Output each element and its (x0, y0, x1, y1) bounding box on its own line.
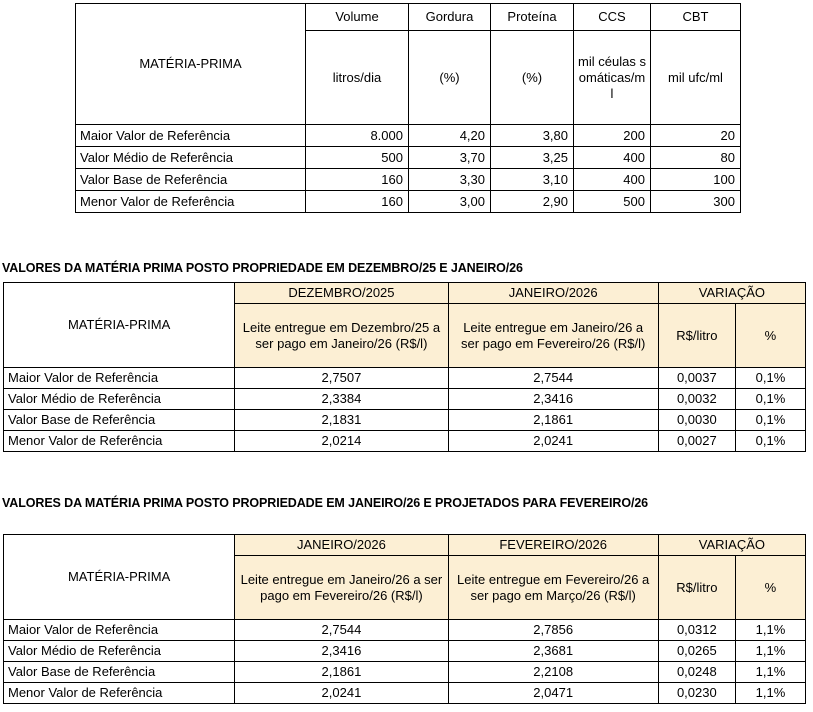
month1-value: 2,0214 (235, 431, 448, 452)
janeiro-fevereiro-table (3, 534, 806, 704)
month1-description: Leite entregue em Dezembro/25 a ser pago em Janeiro/26 (R$/l) (235, 304, 448, 368)
quality-cell-ccs: 400 (574, 169, 651, 191)
month2-value: 2,7544 (448, 368, 658, 389)
variation-abs-value: 0,0265 (658, 641, 735, 662)
quality-cell-volume: 8.000 (306, 125, 409, 147)
quality-cell-proteina: 2,90 (491, 191, 574, 213)
variation-title: VARIAÇÃO (658, 535, 805, 556)
quality-cell-ccs: 200 (574, 125, 651, 147)
variation-abs-value: 0,0032 (658, 389, 735, 410)
table-row (4, 620, 806, 641)
month2-value: 2,1861 (448, 410, 658, 431)
variation-pct-value: 1,1% (735, 620, 805, 641)
month1-title: JANEIRO/2026 (235, 535, 448, 556)
month2-value: 2,3416 (448, 389, 658, 410)
month-row-label: Menor Valor de Referência (4, 683, 235, 704)
quality-cell-proteina: 3,10 (491, 169, 574, 191)
quality-col-unit-ccs-text: mil céulas somáticas/ml (578, 53, 646, 101)
variation-title: VARIAÇÃO (658, 283, 805, 304)
month2-value: 2,0471 (448, 683, 658, 704)
quality-cell-gordura: 3,00 (409, 191, 491, 213)
quality-cell-gordura: 3,30 (409, 169, 491, 191)
quality-col-unit-gordura: (%) (409, 31, 491, 125)
quality-col-unit-proteina: (%) (491, 31, 574, 125)
table-row (76, 191, 741, 213)
month-row-label: Valor Médio de Referência (4, 641, 235, 662)
quality-name-header: MATÉRIA-PRIMA (76, 4, 306, 125)
quality-cell-ccs: 500 (574, 191, 651, 213)
variation-pct-value: 1,1% (735, 662, 805, 683)
quality-cell-ccs: 400 (574, 147, 651, 169)
month1-value: 2,0241 (235, 683, 448, 704)
quality-row-label: Maior Valor de Referência (76, 125, 306, 147)
quality-col-unit-cbt: mil ufc/ml (651, 31, 741, 125)
quality-reference-table (75, 3, 741, 213)
month-name-header: MATÉRIA-PRIMA (4, 283, 235, 368)
table-row (76, 147, 741, 169)
month1-value: 2,3384 (235, 389, 448, 410)
quality-cell-cbt: 300 (651, 191, 741, 213)
variation-pct-label: % (735, 556, 805, 620)
variation-abs-value: 0,0230 (658, 683, 735, 704)
quality-row-label: Menor Valor de Referência (76, 191, 306, 213)
month1-value: 2,3416 (235, 641, 448, 662)
month-header-row-titles (4, 283, 806, 304)
month-row-label: Valor Médio de Referência (4, 389, 235, 410)
variation-abs-label: R$/litro (658, 556, 735, 620)
variation-pct-value: 1,1% (735, 683, 805, 704)
month-row-label: Menor Valor de Referência (4, 431, 235, 452)
variation-abs-label: R$/litro (658, 304, 735, 368)
janeiro-fevereiro-table-container (3, 534, 806, 704)
month2-value: 2,3681 (448, 641, 658, 662)
quality-cell-cbt: 80 (651, 147, 741, 169)
month1-value: 2,7507 (235, 368, 448, 389)
variation-abs-value: 0,0248 (658, 662, 735, 683)
month-row-label: Valor Base de Referência (4, 662, 235, 683)
table-row (4, 389, 806, 410)
quality-col-header-proteina: Proteína (491, 4, 574, 31)
month2-title: JANEIRO/2026 (448, 283, 658, 304)
quality-cell-gordura: 3,70 (409, 147, 491, 169)
quality-cell-volume: 160 (306, 169, 409, 191)
quality-cell-gordura: 4,20 (409, 125, 491, 147)
month2-value: 2,2108 (448, 662, 658, 683)
table-row (4, 683, 806, 704)
month2-description: Leite entregue em Fevereiro/26 a ser pago em Março/26 (R$/l) (448, 556, 658, 620)
month2-description: Leite entregue em Janeiro/26 a ser pago em Fevereiro/26 (R$/l) (448, 304, 658, 368)
quality-col-header-cbt: CBT (651, 4, 741, 31)
table-row (76, 169, 741, 191)
month1-title: DEZEMBRO/2025 (235, 283, 448, 304)
variation-abs-value: 0,0027 (658, 431, 735, 452)
variation-pct-value: 0,1% (735, 431, 805, 452)
table-row (4, 410, 806, 431)
variation-abs-value: 0,0030 (658, 410, 735, 431)
quality-row-label: Valor Base de Referência (76, 169, 306, 191)
quality-cell-proteina: 3,80 (491, 125, 574, 147)
quality-row-label: Valor Médio de Referência (76, 147, 306, 169)
month-name-header: MATÉRIA-PRIMA (4, 535, 235, 620)
variation-pct-value: 1,1% (735, 641, 805, 662)
variation-pct-value: 0,1% (735, 368, 805, 389)
variation-pct-value: 0,1% (735, 410, 805, 431)
month-row-label: Valor Base de Referência (4, 410, 235, 431)
table-row (76, 125, 741, 147)
quality-col-unit-volume: litros/dia (306, 31, 409, 125)
variation-pct-value: 0,1% (735, 389, 805, 410)
table-row (4, 662, 806, 683)
quality-cell-cbt: 100 (651, 169, 741, 191)
month1-description: Leite entregue em Janeiro/26 a ser pago em Fevereiro/26 (R$/l) (235, 556, 448, 620)
dezembro-janeiro-table (3, 282, 806, 452)
month1-value: 2,7544 (235, 620, 448, 641)
variation-pct-label: % (735, 304, 805, 368)
month1-value: 2,1861 (235, 662, 448, 683)
quality-cell-volume: 500 (306, 147, 409, 169)
quality-col-header-gordura: Gordura (409, 4, 491, 31)
month-row-label: Maior Valor de Referência (4, 368, 235, 389)
section-heading-janeiro-fevereiro: VALORES DA MATÉRIA PRIMA POSTO PROPRIEDADE EM JANEIRO/26 E PROJETADOS PARA FEVEREIRO/26 (2, 496, 649, 510)
table-row (4, 641, 806, 662)
quality-col-unit-ccs (574, 31, 651, 125)
month2-value: 2,7856 (448, 620, 658, 641)
variation-abs-value: 0,0037 (658, 368, 735, 389)
quality-col-header-ccs: CCS (574, 4, 651, 31)
month2-value: 2,0241 (448, 431, 658, 452)
variation-abs-value: 0,0312 (658, 620, 735, 641)
month-row-label: Maior Valor de Referência (4, 620, 235, 641)
quality-cell-volume: 160 (306, 191, 409, 213)
section-heading-dezembro-janeiro: VALORES DA MATÉRIA PRIMA POSTO PROPRIEDADE EM DEZEMBRO/25 E JANEIRO/26 (2, 261, 523, 275)
table-row (4, 368, 806, 389)
month2-title: FEVEREIRO/2026 (448, 535, 658, 556)
month1-value: 2,1831 (235, 410, 448, 431)
month-header-row-titles (4, 535, 806, 556)
table-row (4, 431, 806, 452)
dezembro-janeiro-table-container (3, 282, 806, 452)
quality-cell-proteina: 3,25 (491, 147, 574, 169)
quality-header-row-titles (76, 4, 741, 31)
quality-reference-table-container (75, 3, 741, 213)
quality-cell-cbt: 20 (651, 125, 741, 147)
quality-col-header-volume: Volume (306, 4, 409, 31)
